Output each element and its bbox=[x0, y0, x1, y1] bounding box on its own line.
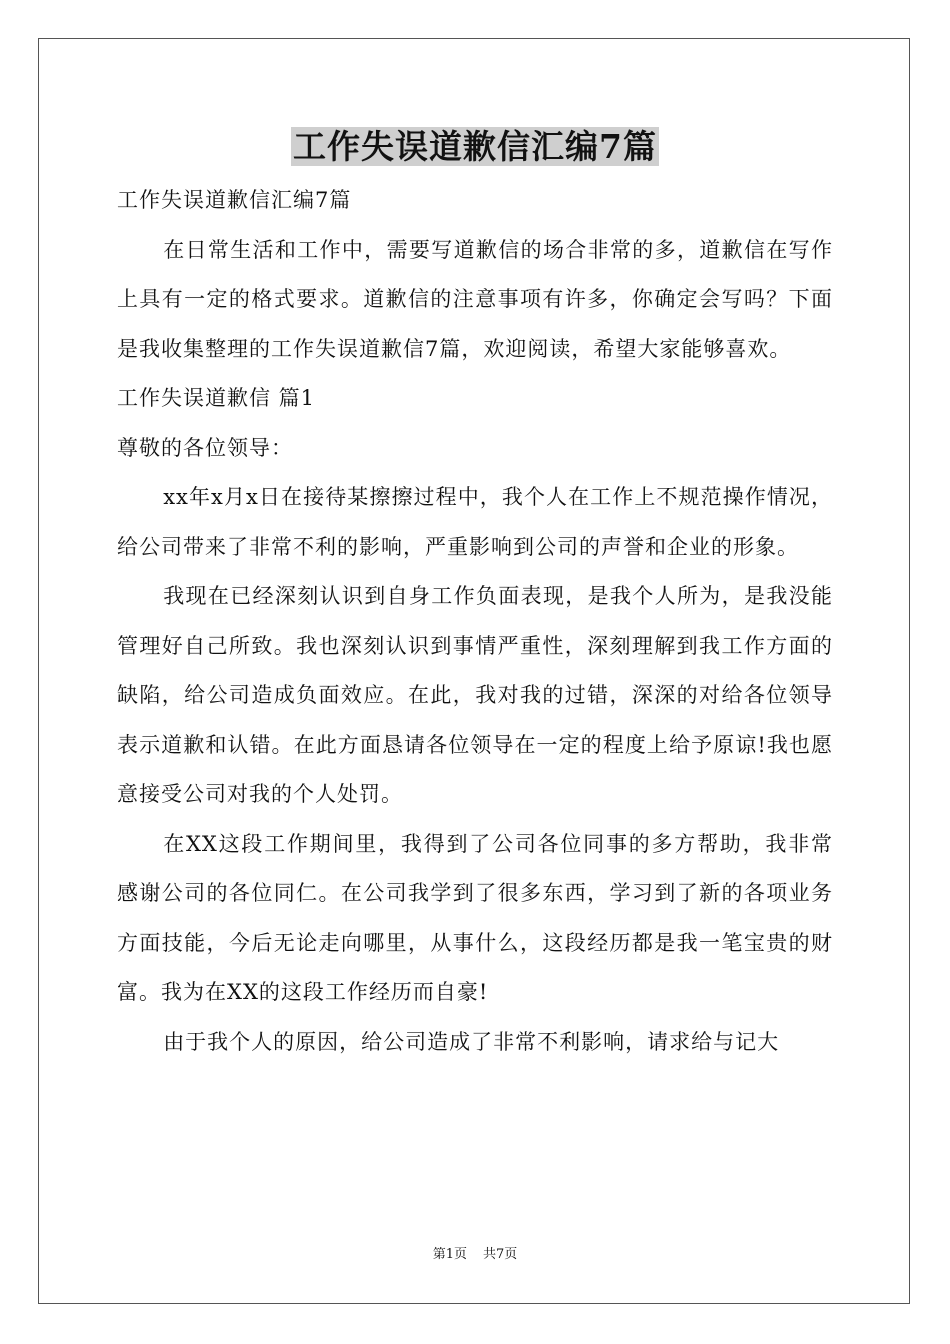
page-number: 第1页 bbox=[432, 1247, 467, 1262]
document-title bbox=[0, 124, 950, 170]
section-heading: 工作失误道歉信 篇1 bbox=[117, 386, 316, 410]
page-footer bbox=[0, 1246, 950, 1264]
intro-paragraph: 在日常生活和工作中，需要写道歉信的场合非常的多，道歉信在写作上具有一定的格式要求。道歉信的注意事项有许多，你确定会写吗？下面是我收集整理的工作失误道歉信7篇，欢迎阅读，希望大家能够喜欢。 bbox=[117, 237, 833, 361]
salutation: 尊敬的各位领导： bbox=[117, 435, 293, 460]
body-paragraph: xx年x月x日在接待某擦擦过程中，我个人在工作上不规范操作情况，给公司带来了非常不利的影响，严重影响到公司的声誉和企业的形象。 bbox=[117, 485, 833, 559]
page-total: 共7页 bbox=[483, 1247, 518, 1262]
subtitle-line: 工作失误道歉信汇编7篇 bbox=[117, 188, 352, 212]
body-paragraph: 在XX这段工作期间里，我得到了公司各位同事的多方帮助，我非常感谢公司的各位同仁。在公司我学到了很多东西，学习到了新的各项业务方面技能，今后无论走向哪里，从事什么，这段经历都是我一笔宝贵的财富。我为在XX的这段工作经历而自豪! bbox=[117, 831, 833, 1004]
body-paragraph: 由于我个人的原因，给公司造成了非常不利影响，请求给与记大 bbox=[163, 1029, 780, 1054]
document-body bbox=[117, 176, 833, 1067]
document-title-text: 工作失误道歉信汇编7篇 bbox=[293, 127, 657, 166]
body-paragraph: 我现在已经深刻认识到自身工作负面表现，是我个人所为，是我没能管理好自己所致。我也深刻认识到事情严重性，深刻理解到我工作方面的缺陷，给公司造成负面效应。在此，我对我的过错，深深的对给各位领导表示道歉和认错。在此方面恳请各位领导在一定的程度上给予原谅!我也愿意接受公司对我的个人处罚。 bbox=[117, 584, 833, 806]
